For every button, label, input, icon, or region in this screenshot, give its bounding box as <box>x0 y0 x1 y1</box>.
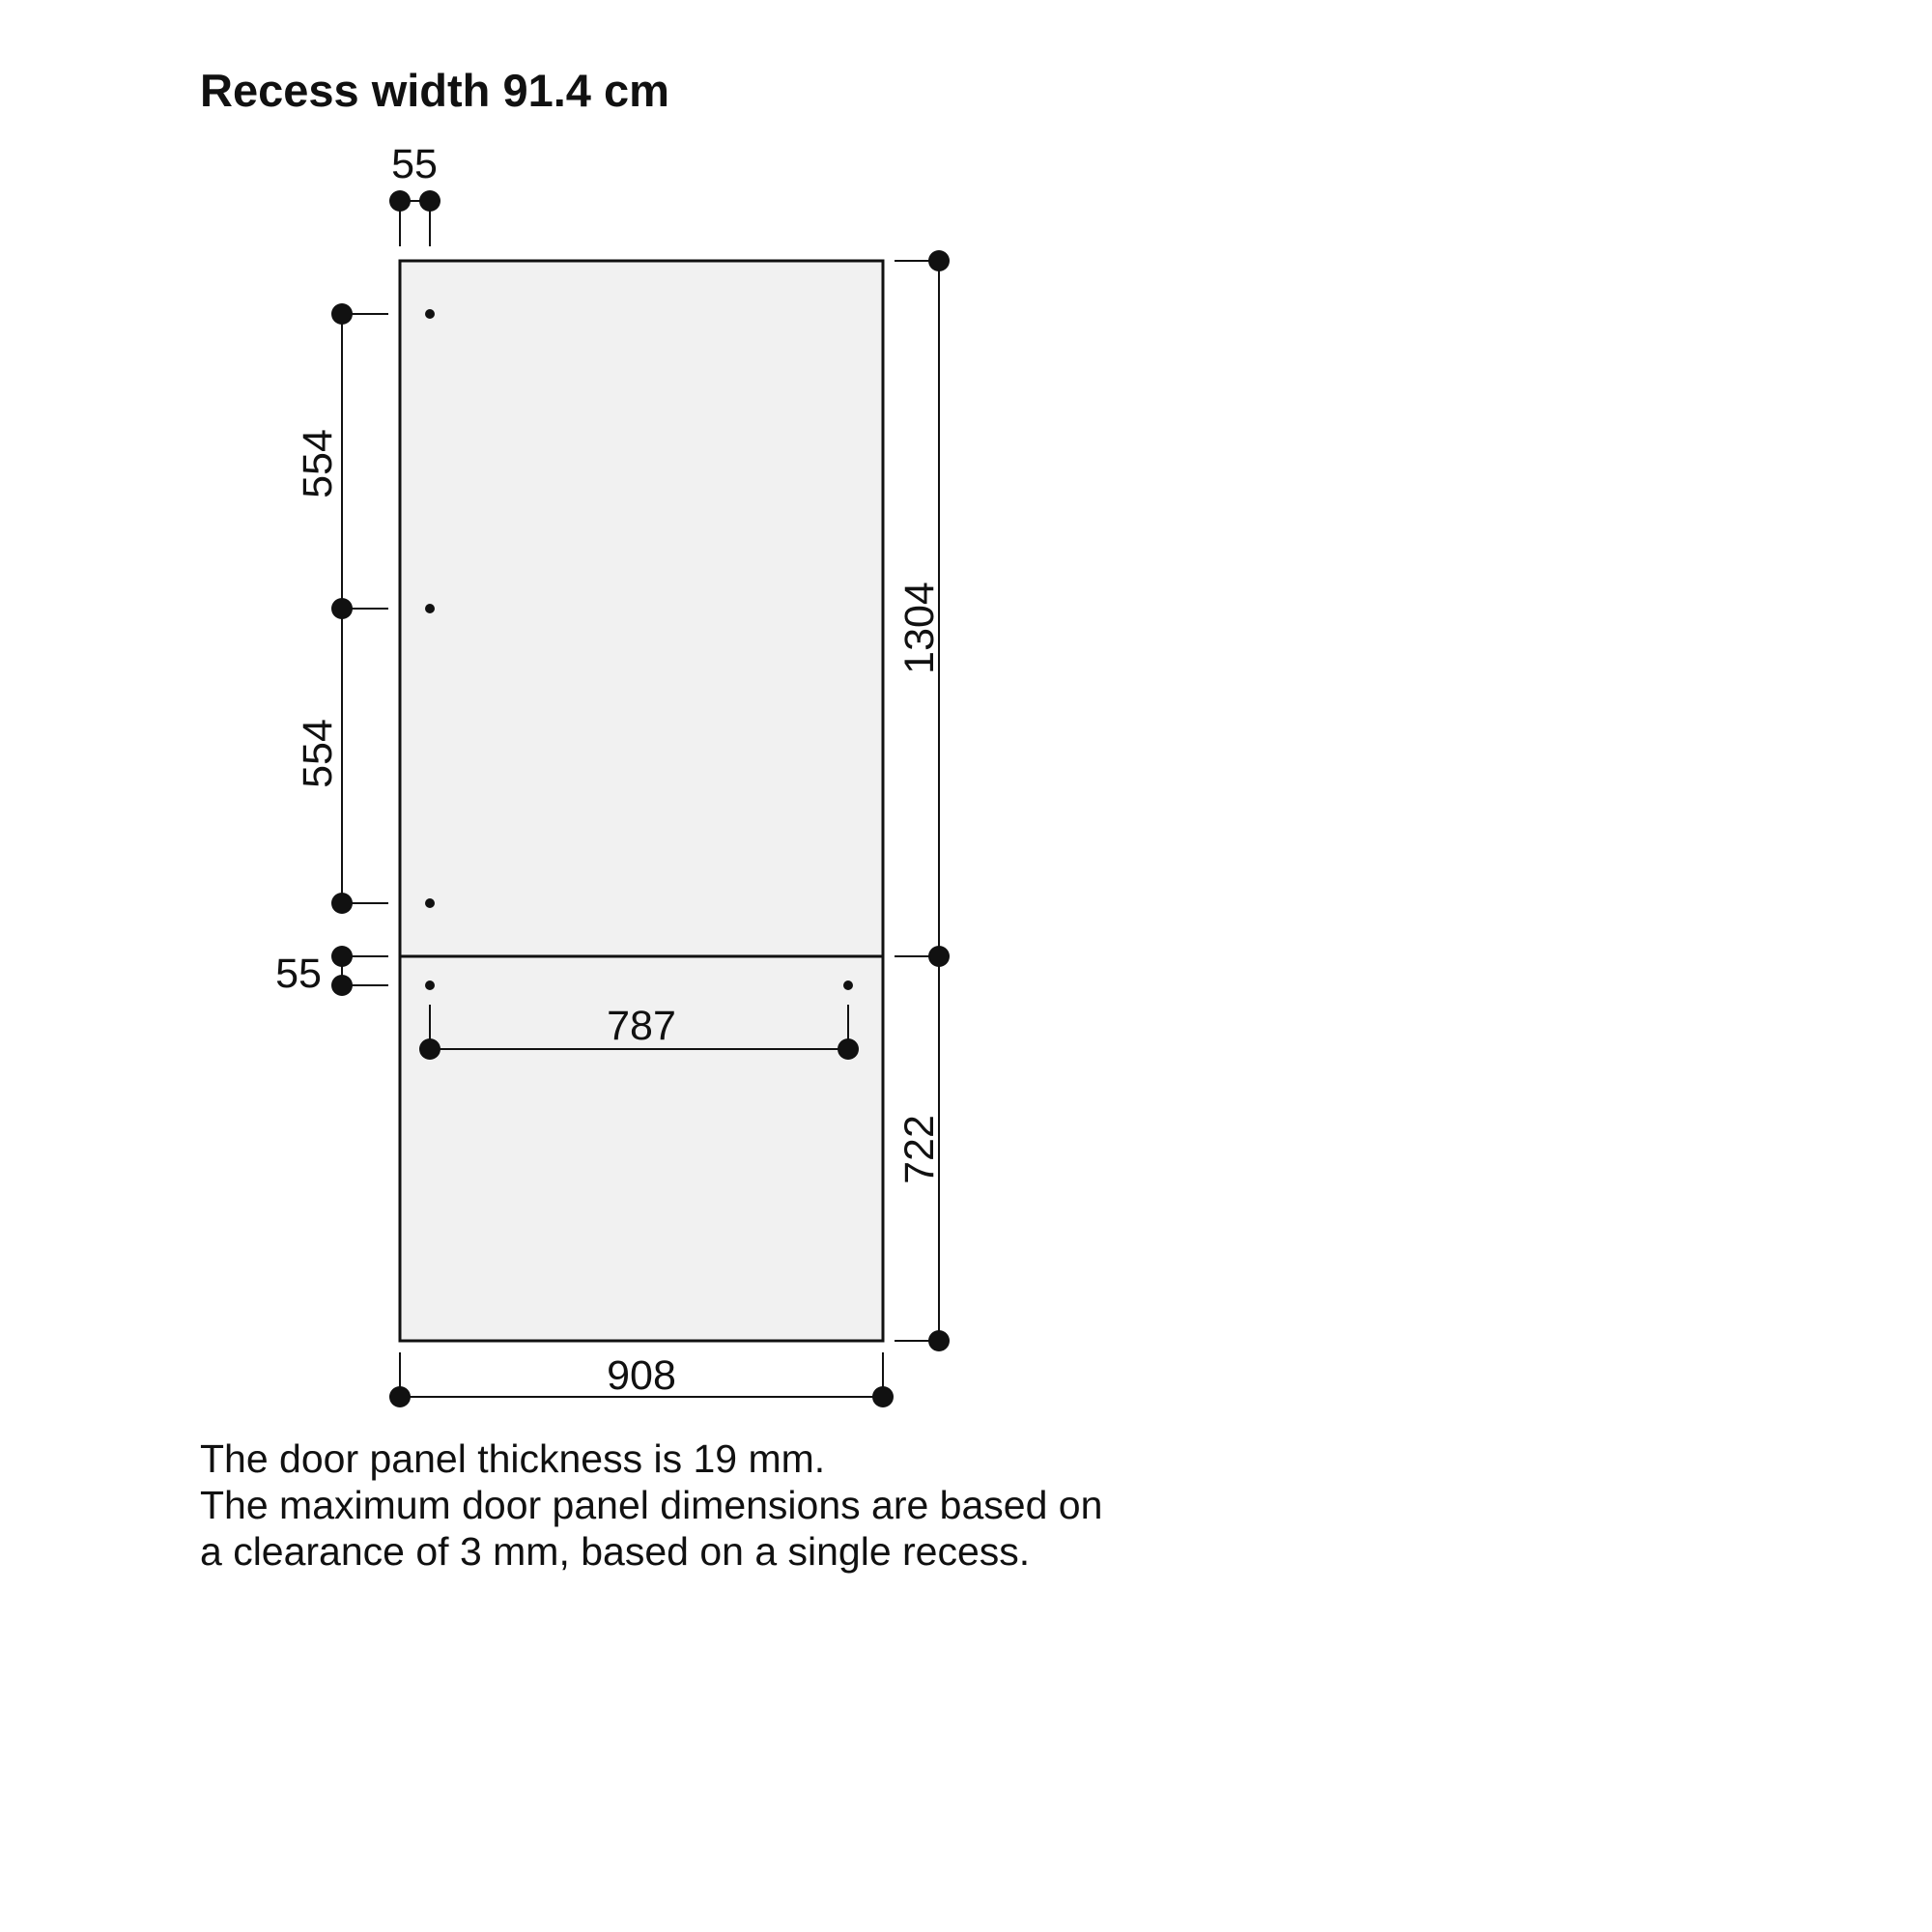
hinge-hole-marker <box>425 309 435 319</box>
note-line: The door panel thickness is 19 mm. <box>200 1436 826 1481</box>
note-line: The maximum door panel dimensions are based on <box>200 1483 1103 1527</box>
dimension-endpoint <box>331 893 353 914</box>
dimension-endpoint <box>389 1386 411 1407</box>
dimension-endpoint <box>331 303 353 325</box>
dimension-label-panel-width: 908 <box>607 1352 676 1399</box>
notes-block <box>200 1435 1102 1575</box>
dimension-label-lower-hinge-spacing: 787 <box>607 1003 676 1049</box>
hinge-hole-marker <box>425 980 435 990</box>
dimension-endpoint <box>928 946 950 967</box>
dimension-endpoint <box>331 975 353 996</box>
dimension-endpoint <box>928 1330 950 1351</box>
dimension-label-hinge-spacing-lower: 554 <box>295 719 341 788</box>
dimension-label-lower-gap: 55 <box>275 951 322 997</box>
dimension-label-upper-door-height: 1304 <box>896 582 943 674</box>
hinge-hole-marker <box>425 604 435 613</box>
upper-door-panel <box>400 261 883 956</box>
dimension-label-lower-door-height: 722 <box>896 1115 943 1184</box>
dimension-label-hinge-spacing-upper: 554 <box>295 429 341 498</box>
hinge-hole-marker <box>425 898 435 908</box>
dimension-label-top-offset: 55 <box>391 141 438 187</box>
dimension-endpoint <box>838 1038 859 1060</box>
page-title: Recess width 91.4 cm <box>200 65 669 116</box>
dimension-endpoint <box>419 1038 440 1060</box>
dimension-endpoint <box>928 250 950 271</box>
dimension-endpoint <box>389 190 411 212</box>
dimension-endpoint <box>872 1386 894 1407</box>
note-line: a clearance of 3 mm, based on a single recess. <box>200 1529 1031 1574</box>
dimension-endpoint <box>419 190 440 212</box>
dimension-endpoint <box>331 946 353 967</box>
hinge-hole-marker <box>843 980 853 990</box>
dimension-endpoint <box>331 598 353 619</box>
